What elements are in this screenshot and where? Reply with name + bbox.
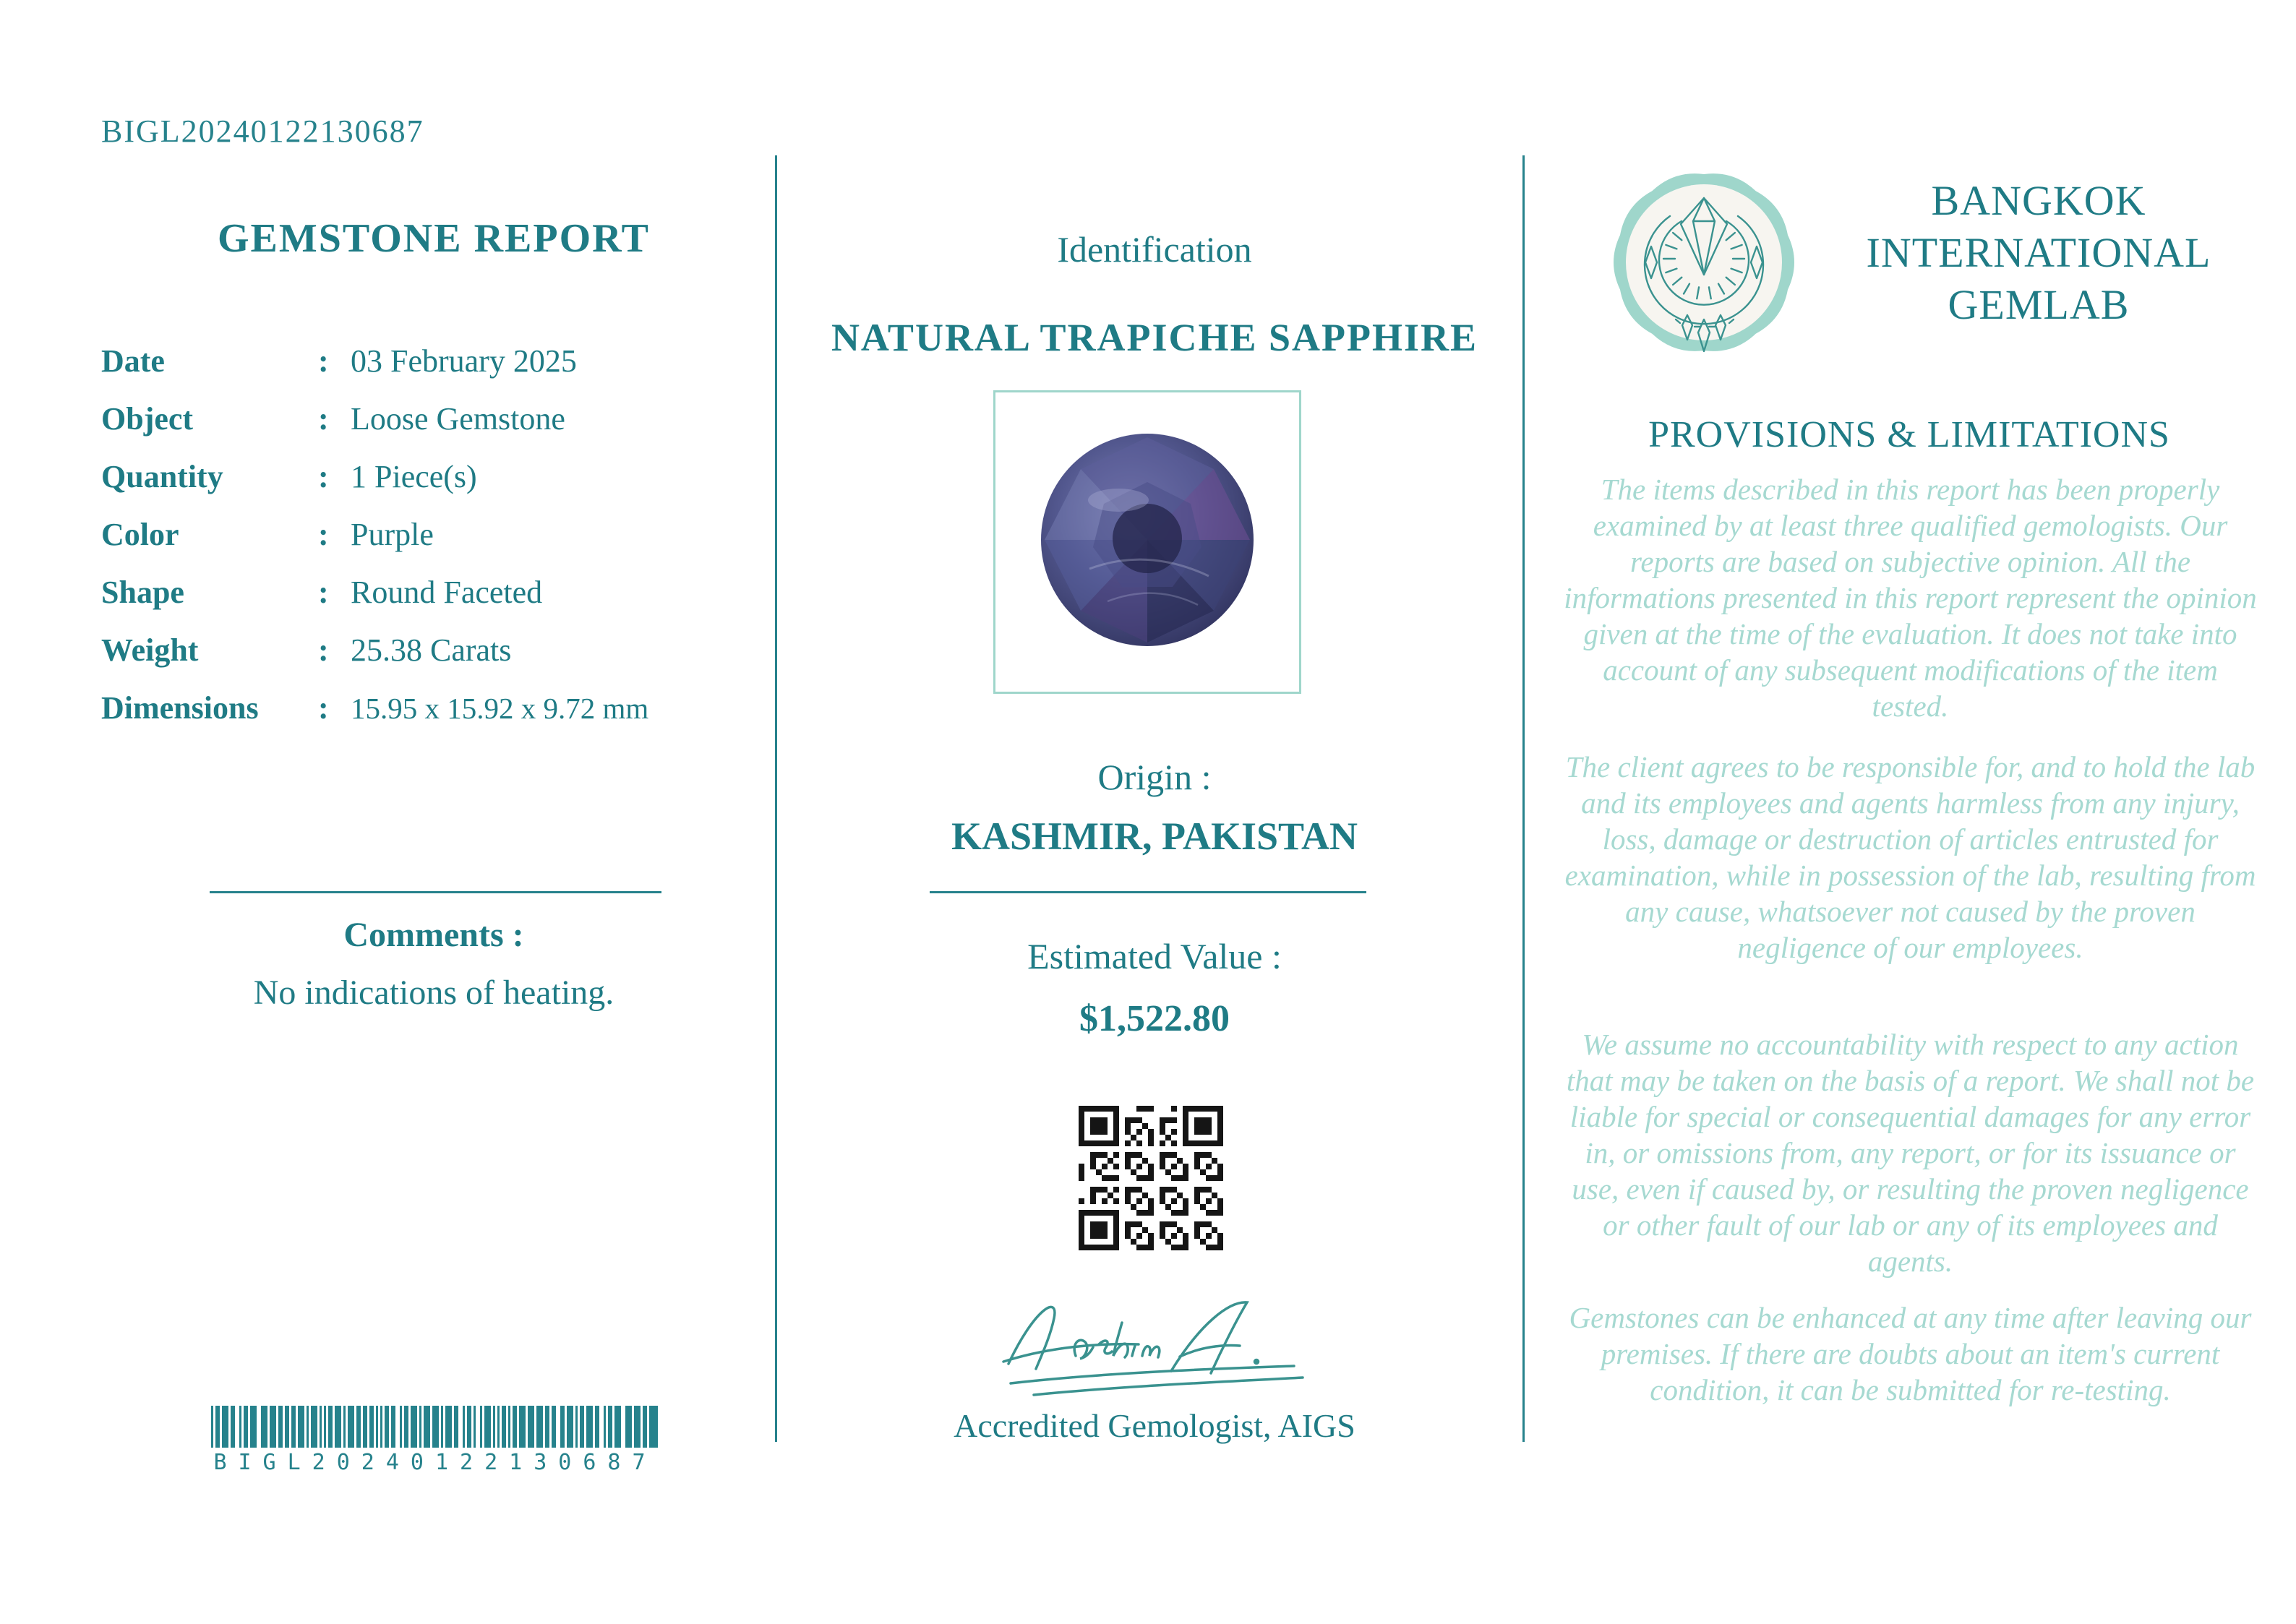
field-value: Purple (351, 517, 434, 552)
field-value: 25.38 Carats (351, 632, 512, 668)
field-row-quantity (101, 448, 795, 506)
report-title: GEMSTONE REPORT (218, 216, 650, 261)
origin-value: KASHMIR, PAKISTAN (951, 815, 1358, 858)
field-label: Quantity (101, 459, 223, 494)
comments-label: Comments : (343, 916, 524, 954)
report-fields (101, 332, 795, 737)
field-label: Object (101, 401, 194, 437)
field-label: Date (101, 343, 165, 379)
lab-name-line: GEMLAB (1948, 281, 2130, 328)
identification-heading: Identification (1057, 229, 1252, 270)
field-colon: : (318, 632, 329, 668)
field-label: Weight (101, 632, 199, 668)
barcode-icon (211, 1406, 659, 1448)
gem-name: NATURAL TRAPICHE SAPPHIRE (831, 316, 1478, 359)
provisions-heading: PROVISIONS & LIMITATIONS (1648, 414, 2170, 455)
lab-name-line: INTERNATIONAL (1866, 229, 2211, 276)
field-colon: : (318, 459, 329, 494)
field-colon: : (318, 517, 329, 552)
field-value: Round Faceted (351, 575, 543, 610)
field-row-color (101, 506, 795, 564)
field-row-date (101, 332, 795, 390)
field-value: 1 Piece(s) (351, 459, 477, 494)
estimated-value: $1,522.80 (1079, 998, 1230, 1039)
gem-image (1039, 431, 1256, 648)
gem-photo-frame (993, 390, 1301, 694)
estimated-value-label: Estimated Value : (1027, 936, 1282, 976)
origin-label: Origin : (1097, 757, 1212, 797)
field-value: 03 February 2025 (351, 343, 577, 379)
signatory-title: Accredited Gemologist, AIGS (954, 1407, 1355, 1444)
field-row-object (101, 390, 795, 448)
lab-name (1815, 175, 2263, 331)
field-row-dimensions (101, 679, 795, 737)
field-colon: : (318, 575, 329, 610)
field-colon: : (318, 401, 329, 437)
signature-icon (990, 1281, 1308, 1407)
lab-name-line: BANGKOK (1931, 177, 2146, 224)
comments-divider (210, 891, 661, 893)
field-label: Dimensions (101, 690, 259, 726)
field-value: 15.95 x 15.92 x 9.72 mm (351, 692, 649, 725)
barcode-text: BIGL20240122130687 (213, 1450, 657, 1475)
lab-logo-icon (1606, 165, 1803, 361)
field-row-shape (101, 564, 795, 622)
provisions-paragraph: Gemstones can be enhanced at any time after leaving our premises. If there are doubts about an item's current condition, it can be submitted for re-testing. (1569, 1301, 2252, 1407)
provisions-paragraph: The client agrees to be responsible for, and to hold the lab and its employees and agents harmless from any injury, loss, damage or destruction of articles entrusted for examination, while in possession of the lab, resulting from any cause, whatsoever not caused by the proven negligence of our employees. (1564, 750, 2256, 965)
field-row-weight (101, 622, 795, 679)
value-divider (930, 891, 1366, 893)
field-colon: : (318, 690, 329, 726)
column-divider (1522, 155, 1525, 1442)
provisions-paragraph: We assume no accountability with respect to any action that may be taken on the basis of a report. We shall not be liable for special or consequential damages for any error in, or omissions from, any report, or for its issuance or use, even if caused by, or resulting the proven negligence or other fault of our lab or any of its employees and agents. (1566, 1028, 2255, 1279)
field-label: Color (101, 517, 179, 552)
comments-text: No indications of heating. (253, 974, 614, 1012)
field-label: Shape (101, 575, 184, 610)
provisions-paragraph: The items described in this report has been properly examined by at least three qualified gemologists. Our reports are based on subjective opinion. All the informations presented in this report represent the opinion given at the time of the evaluation. It does not take into account of any subsequent modifications of the item tested. (1564, 473, 2257, 723)
report-number: BIGL20240122130687 (101, 113, 424, 149)
qr-code-icon (1079, 1106, 1223, 1250)
field-value: Loose Gemstone (351, 401, 565, 437)
field-colon: : (318, 343, 329, 379)
